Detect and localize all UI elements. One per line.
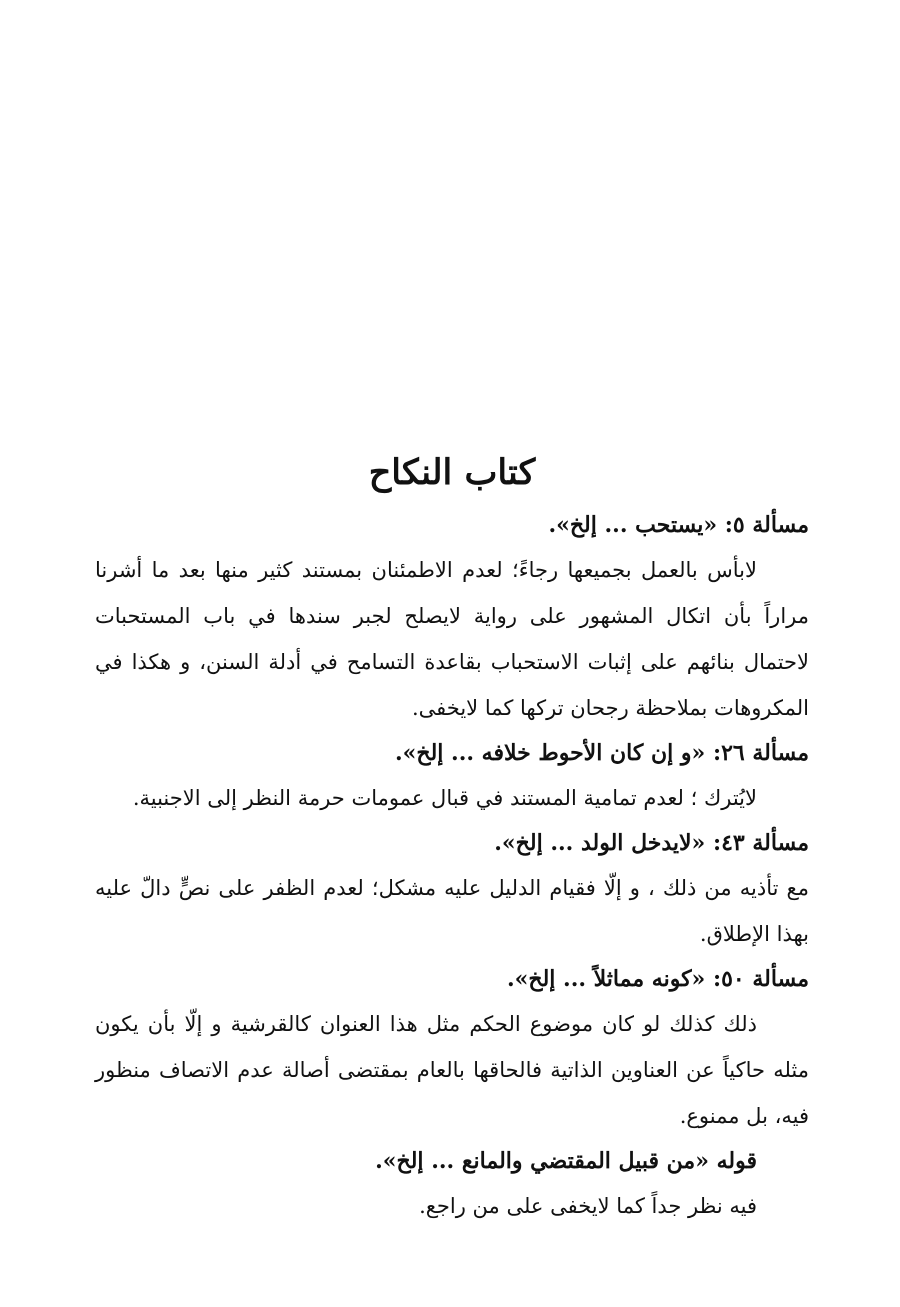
section-body: لايُترك ؛ لعدم تمامية المستند في قبال عمومات حرمة النظر إلى الاجنبية. xyxy=(132,786,757,810)
section-heading: مسألة ٥٠: «كونه مماثلاً ... إلخ». xyxy=(506,966,809,992)
section-heading: مسألة ٢٦: «و إن كان الأحوط خلافه ... إلخ». xyxy=(394,740,809,766)
section-heading: قوله «من قبيل المقتضي والمانع ... إلخ». xyxy=(375,1148,757,1174)
section-heading: مسألة ٤٣: «لايدخل الولد ... إلخ». xyxy=(494,830,809,856)
chapter-title: كتاب النكاح xyxy=(368,452,536,493)
page-content xyxy=(95,445,809,1229)
section-body: فيه نظر جداً كما لايخفى على من راجع. xyxy=(419,1194,757,1218)
section-body: مع تأذيه من ذلك ، و إلّا فقيام الدليل عليه مشكل؛ لعدم الظفر على نصٍّ دالّ عليه بهذا الإطلاق. xyxy=(95,876,809,946)
section-body: لابأس بالعمل بجميعها رجاءً؛ لعدم الاطمئنان بمستند كثير منها بعد ما أشرنا مراراً بأن اتكال المشهور على رواية لايصلح لجبر سندها في باب المستحبات لاحتمال بنائهم على إثبات الاستحباب بقاعدة التسامح في أدلة السنن، و هكذا في المكروهات بملاحظة رجحان تركها كما لايخفى. xyxy=(95,558,809,720)
section-heading: مسألة ٥: «يستحب ... إلخ». xyxy=(548,512,809,538)
section-body: ذلك كذلك لو كان موضوع الحكم مثل هذا العنوان كالقرشية و إلّا بأن يكون مثله حاكياً عن العناوين الذاتية فالحاقها بالعام بمقتضى أصالة عدم الاتصاف منظور فيه، بل ممنوع. xyxy=(95,1012,809,1128)
